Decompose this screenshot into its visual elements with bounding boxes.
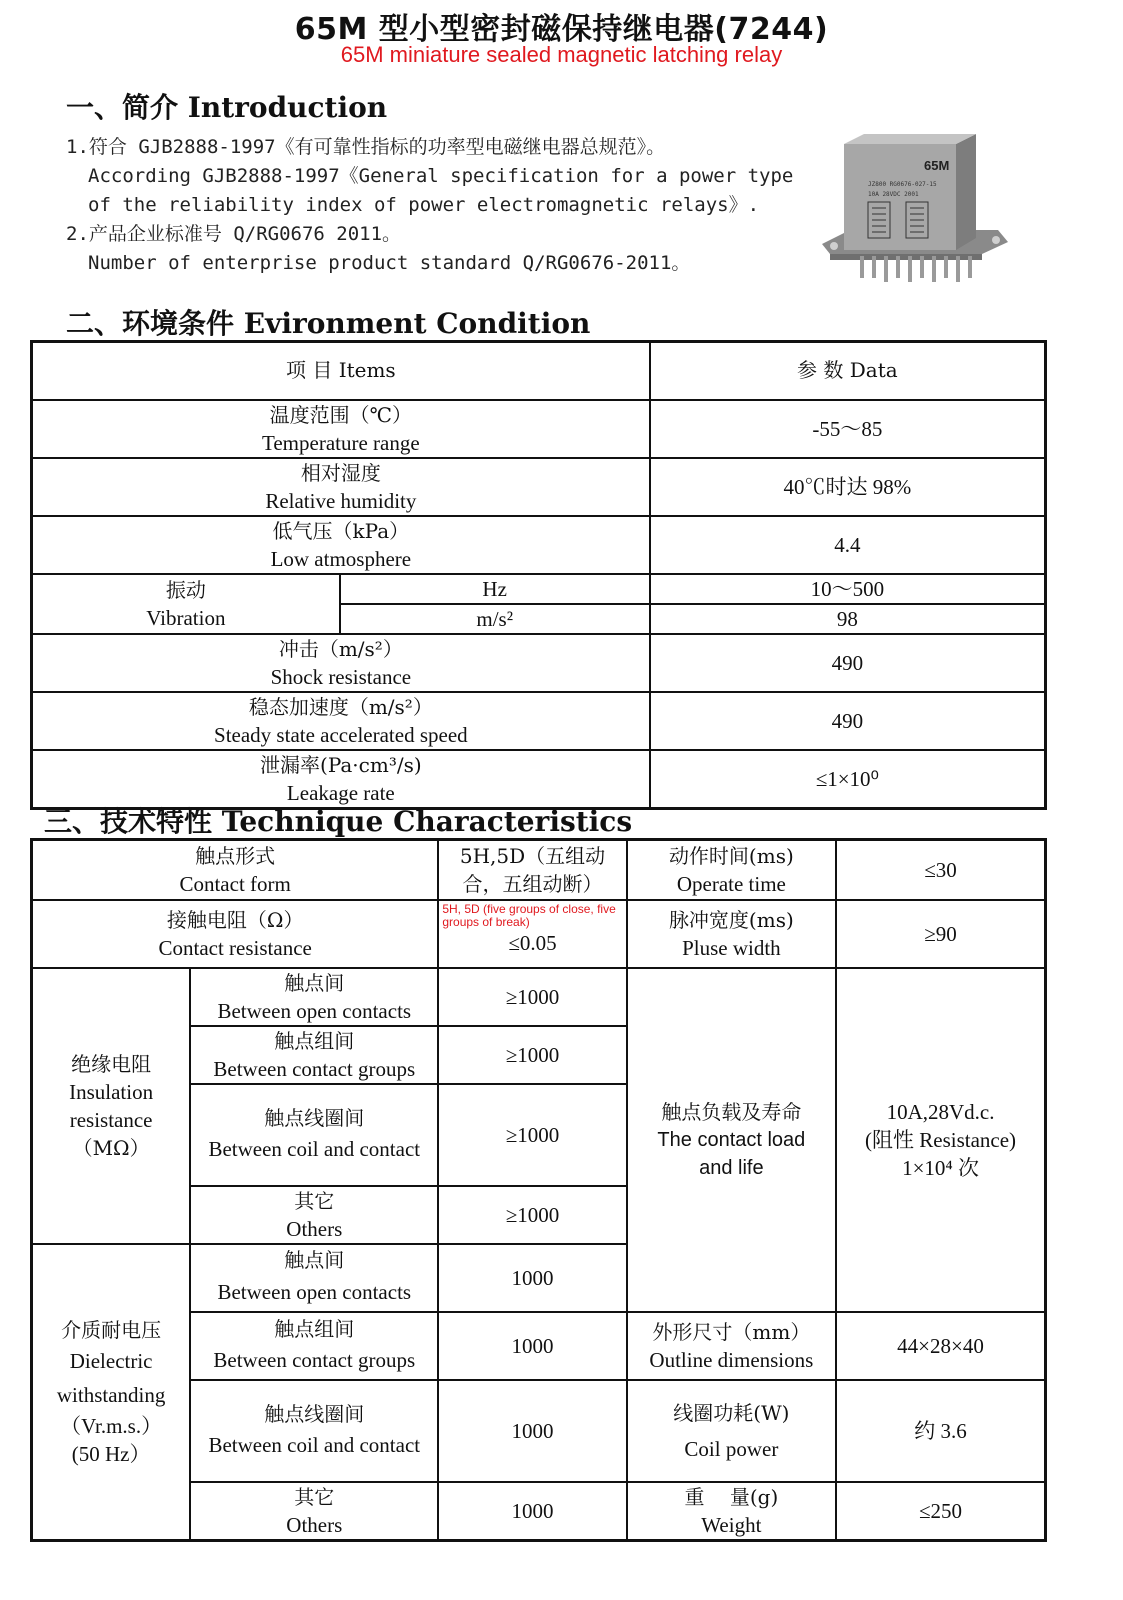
table-row <box>32 574 1046 604</box>
env-unit-cell: m/s² <box>340 604 650 634</box>
env-heading: 二、环境条件 Evironment Condition <box>66 307 591 340</box>
table-row <box>32 634 1046 692</box>
tech-value-cell: 44×28×40 <box>836 1312 1045 1380</box>
load-life-value-cell: 10A,28Vd.c. (阻性 Resistance) 1×10⁴ 次 <box>836 968 1045 1312</box>
intro-heading: 一、简介 Introduction <box>66 91 388 124</box>
tech-item-cell: 动作时间(ms) Operate time <box>627 840 836 900</box>
tech-table <box>30 838 1047 1542</box>
tech-item-cell: 重 量(g) Weight <box>627 1482 836 1541</box>
env-header-items: 项 目 Items <box>32 342 650 400</box>
table-row <box>32 458 1046 516</box>
relay-model-label: 65M <box>924 158 950 173</box>
tech-sub-item-cell: 触点间 Between open contacts <box>190 1244 438 1312</box>
env-value-cell: 10～500 <box>650 574 1046 604</box>
tech-sub-item-cell: 触点线圈间 Between coil and contact <box>190 1380 438 1482</box>
env-value-cell: 98 <box>650 604 1046 634</box>
env-value-cell: 490 <box>650 692 1046 750</box>
tech-value-cell: ≤30 <box>836 840 1045 900</box>
intro-line-3: of the reliability index of power electromagnetic relays》. <box>88 194 760 216</box>
tech-value-cell: ≥1000 <box>438 968 626 1026</box>
table-row <box>32 900 1046 968</box>
intro-line-5: Number of enterprise product standard Q/RG0676-2011。 <box>88 252 691 274</box>
env-value-cell: 490 <box>650 634 1046 692</box>
intro-line-2: According GJB2888-1997《General specification for a power type <box>88 165 794 187</box>
table-row <box>32 516 1046 574</box>
contact-form-english-note: 5H, 5D (five groups of close, five groups of break) <box>442 901 616 929</box>
tech-value-cell: 1000 <box>438 1482 626 1541</box>
env-vibration-cell: 振动 Vibration <box>32 574 340 634</box>
load-life-cell: 触点负载及寿命 The contact load and life <box>627 968 836 1312</box>
tech-value-cell: 1000 <box>438 1244 626 1312</box>
env-item-cell: 泄漏率(Pa·cm³/s) Leakage rate <box>32 750 650 809</box>
env-value-cell: 4.4 <box>650 516 1046 574</box>
tech-value-cell: 约 3.6 <box>836 1380 1045 1482</box>
page-subtitle: 65M miniature sealed magnetic latching relay <box>340 42 783 67</box>
tech-item-cell: 脉冲宽度(ms) Pluse width <box>627 900 836 968</box>
env-value-cell: 40℃时达 98% <box>650 458 1046 516</box>
env-item-cell: 稳态加速度（m/s²） Steady state accelerated speed <box>32 692 650 750</box>
table-row <box>32 400 1046 458</box>
tech-value-cell: ≤250 <box>836 1482 1045 1541</box>
dielectric-group-cell: 介质耐电压 Dielectric withstanding （Vr.m.s.） (50 Hz） <box>32 1244 191 1541</box>
tech-value-cell: 1000 <box>438 1380 626 1482</box>
tech-sub-item-cell: 其它 Others <box>190 1482 438 1541</box>
env-item-cell: 冲击（m/s²） Shock resistance <box>32 634 650 692</box>
contact-form-value: 5H,5D（五组动合，五组动断） <box>438 840 626 900</box>
env-value-cell: -55～85 <box>650 400 1046 458</box>
tech-item-cell: 触点形式 Contact form <box>32 840 439 900</box>
svg-text:JZ800 RG0676-027-15: JZ800 RG0676-027-15 <box>868 181 937 188</box>
tech-heading: 三、技术特性 Technique Characteristics <box>44 805 633 838</box>
tech-item-cell: 外形尺寸（mm） Outline dimensions <box>627 1312 836 1380</box>
tech-value-cell: ≥1000 <box>438 1026 626 1084</box>
tech-value-cell: 1000 <box>438 1312 626 1380</box>
env-table <box>30 340 1047 810</box>
tech-sub-item-cell: 触点组间 Between contact groups <box>190 1026 438 1084</box>
env-item-cell: 温度范围（℃） Temperature range <box>32 400 650 458</box>
tech-sub-item-cell: 触点组间 Between contact groups <box>190 1312 438 1380</box>
env-item-cell: 相对湿度 Relative humidity <box>32 458 650 516</box>
env-header-data: 参 数 Data <box>650 342 1046 400</box>
tech-sub-item-cell: 触点间 Between open contacts <box>190 968 438 1026</box>
tech-item-cell: 接触电阻（Ω） Contact resistance <box>32 900 439 968</box>
table-row <box>32 840 1046 900</box>
tech-value-cell: 5H, 5D (five groups of close, five groups of break) ≤0.05 <box>438 900 626 968</box>
tech-value-cell: ≥1000 <box>438 1084 626 1186</box>
intro-line-4: 2.产品企业标准号 Q/RG0676 2011。 <box>66 223 402 245</box>
tech-item-cell: 线圈功耗(W) Coil power <box>627 1380 836 1482</box>
intro-line-1: 1.符合 GJB2888-1997《有可靠性指标的功率型电磁继电器总规范》。 <box>66 136 666 158</box>
tech-value-cell: ≥90 <box>836 900 1045 968</box>
insulation-group-cell: 绝缘电阻 Insulation resistance （MΩ） <box>32 968 191 1244</box>
env-unit-cell: Hz <box>340 574 650 604</box>
page-title: 65M 型小型密封磁保持继电器(7244) <box>294 12 829 47</box>
tech-sub-item-cell: 其它 Others <box>190 1186 438 1244</box>
tech-sub-item-cell: 触点线圈间 Between coil and contact <box>190 1084 438 1186</box>
svg-text:10A 28VDC 2001: 10A 28VDC 2001 <box>868 191 919 198</box>
table-row <box>32 968 1046 1026</box>
env-value-cell: ≤1×10⁰ <box>650 750 1046 809</box>
table-row <box>32 692 1046 750</box>
tech-value-cell: ≥1000 <box>438 1186 626 1244</box>
env-item-cell: 低气压（kPa） Low atmosphere <box>32 516 650 574</box>
relay-product-image <box>820 126 1010 286</box>
